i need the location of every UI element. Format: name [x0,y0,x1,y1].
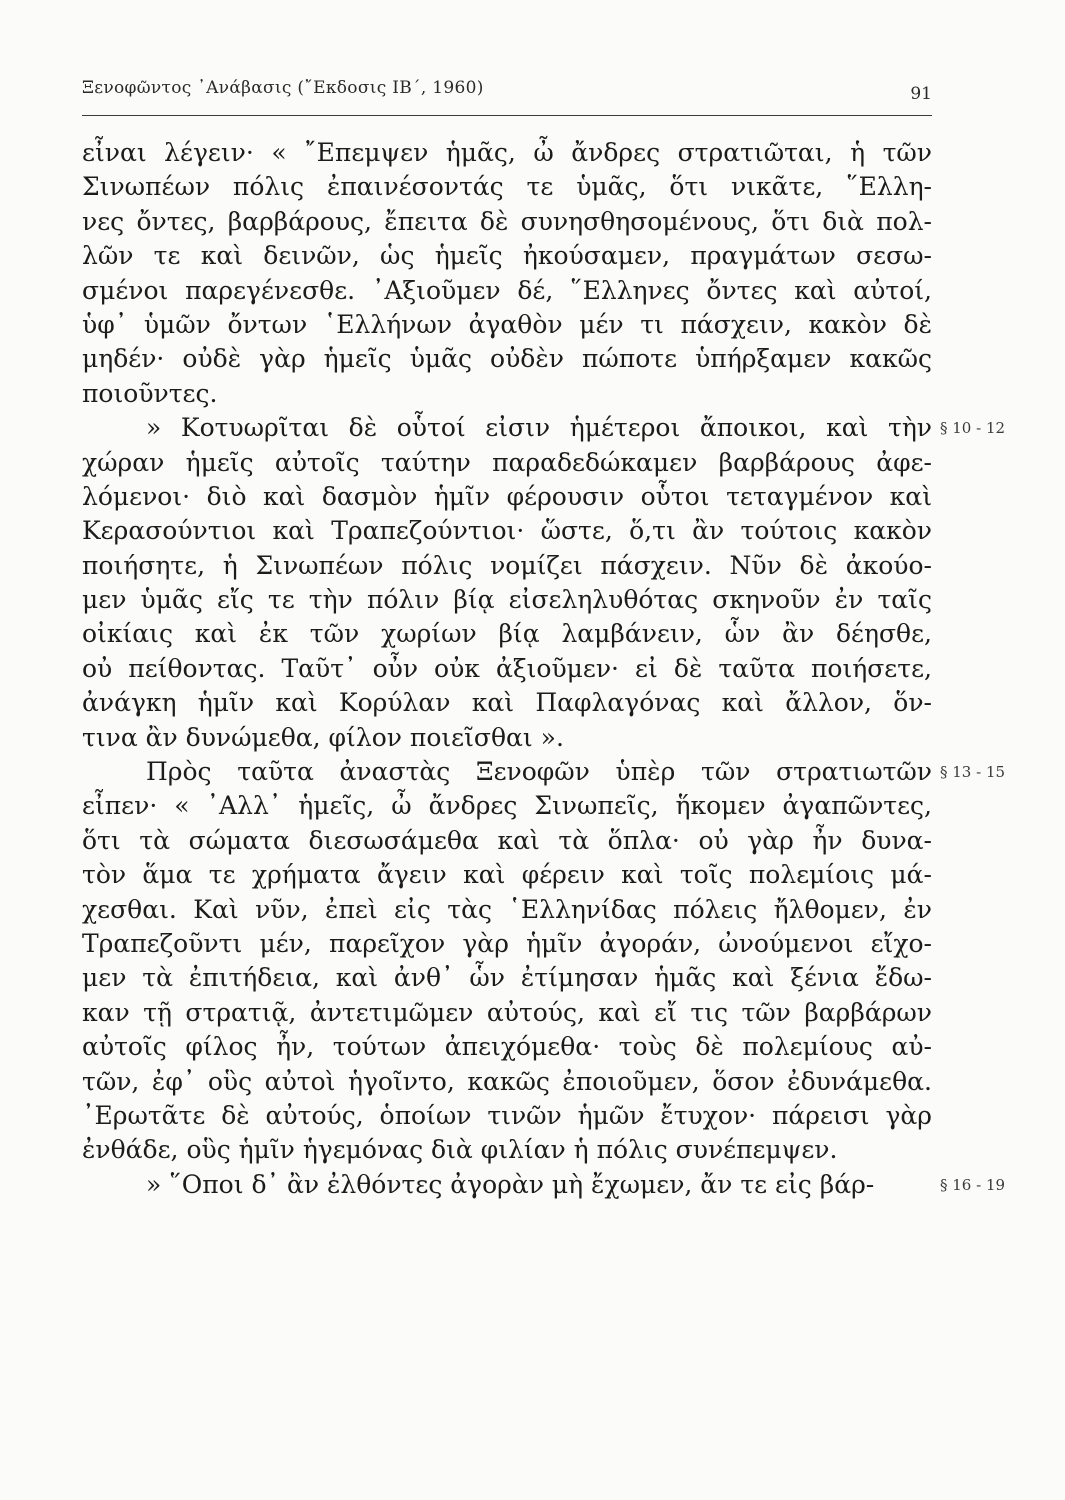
line-text: τινα ἂν δυνώμεθα, φίλον ποιεῖσθαι ». [82,722,564,752]
line-text: ἀνάγκη ἡμῖν καὶ Κορύλαν καὶ Παφλαγόνας καὶ ἄλλον, ὅν- [82,688,932,718]
line-text: μηδέν· οὐδὲ γὰρ ἡμεῖς ὑμᾶς οὐδὲν πώποτε ὑπήρξαμεν κακῶς [82,344,932,374]
line-text: » Κοτυωρῖται δὲ οὗτοί εἰσιν ἡμέτεροι ἄποικοι, καὶ τὴν [146,413,932,443]
text-line [82,789,932,823]
margin-section-ref: § 10 - 12 [940,419,1006,438]
text-line [82,583,932,617]
line-text: αὐτοῖς φίλος ἦν, τούτων ἀπειχόμεθα· τοὺς δὲ πολεμίους αὐ- [82,1032,932,1062]
line-text: ὅτι τὰ σώματα διεσωσάμεθα καὶ τὰ ὅπλα· οὐ γὰρ ἦν δυνα- [82,825,932,855]
text-line [82,377,932,411]
line-text: χεσθαι. Καὶ νῦν, ἐπεὶ εἰς τὰς ῾Ελληνίδας πόλεις ἤλθομεν, ἐν [82,894,932,924]
line-text: οἰκίαις καὶ ἐκ τῶν χωρίων βίᾳ λαμβάνειν, ὧν ἂν δέησθε, [82,619,932,649]
page-header [82,78,932,112]
text-line [82,617,932,651]
line-text: λόμενοι· διὸ καὶ δασμὸν ἡμῖν φέρουσιν οὗτοι τεταγμένον καὶ [82,481,932,511]
text-line [82,721,932,755]
text-line [82,274,932,308]
text-line [82,1168,1006,1202]
text-line [82,411,1006,445]
line-text: εἶναι λέγειν· « ῎Επεμψεν ἡμᾶς, ὦ ἄνδρες στρατιῶται, ἡ τῶν [82,138,932,167]
line-text: ποιήσητε, ἡ Σινωπέων πόλις νομίζει πάσχειν. Νῦν δὲ ἀκούο- [82,550,932,580]
line-text: εἶπεν· « ᾿Αλλ᾿ ἡμεῖς, ὦ ἄνδρες Σινωπεῖς, ἥκομεν ἀγαπῶντες, [82,791,932,821]
line-text: Τραπεζοῦντι μέν, παρεῖχον γὰρ ἡμῖν ἀγοράν, ὠνούμενοι εἴχο- [82,928,932,958]
text-line [82,927,932,961]
text-line [82,652,932,686]
body-text [82,136,1006,1202]
text-line [82,446,932,480]
text-line [82,480,932,514]
text-line [82,342,932,376]
line-text: Πρὸς ταῦτα ἀναστὰς Ξενοφῶν ὑπὲρ τῶν στρατιωτῶν [146,757,932,787]
text-line [82,893,932,927]
line-text: σμένοι παρεγένεσθε. ᾿Αξιοῦμεν δέ, ῞Ελληνες ὄντες καὶ αὐτοί, [82,275,932,305]
text-line [82,549,932,583]
text-line [82,858,932,892]
header-rule [82,115,932,116]
line-text: νες ὄντες, βαρβάρους, ἔπειτα δὲ συνησθησομένους, ὅτι διὰ πολ- [82,206,932,236]
line-text: Σινωπέων πόλις ἐπαινέσοντάς τε ὑμᾶς, ὅτι νικᾶτε, ῞Ελλη- [82,172,932,202]
line-text: μεν τὰ ἐπιτήδεια, καὶ ἀνθ᾿ ὧν ἐτίμησαν ἡμᾶς καὶ ξένια ἔδω- [82,963,932,993]
line-text: Κερασούντιοι καὶ Τραπεζούντιοι· ὥστε, ὅ,τι ἂν τούτοις κακὸν [82,516,932,546]
margin-section-ref: § 16 - 19 [940,1175,1006,1194]
line-text: χώραν ἡμεῖς αὐτοῖς ταύτην παραδεδώκαμεν βαρβάρους ἀφε- [82,447,932,477]
running-head: Ξενοφῶντος ᾿Ανάβασις (῎Εκδοσις ΙΒ΄, 1960) [82,78,484,98]
line-text: οὐ πείθοντας. Ταῦτ᾿ οὖν οὐκ ἀξιοῦμεν· εἰ δὲ ταῦτα ποιήσετε, [82,653,932,683]
line-text: ποιοῦντες. [82,378,218,408]
text-line [82,961,932,995]
line-text: λῶν τε καὶ δεινῶν, ὡς ἡμεῖς ἠκούσαμεν, πραγμάτων σεσω- [82,241,932,271]
margin-section-ref: § 13 - 15 [940,763,1006,782]
page-number: 91 [910,84,932,104]
line-text: τῶν, ἐφ᾿ οὓς αὐτοὶ ἡγοῖντο, κακῶς ἐποιοῦμεν, ὅσον ἐδυνάμεθα. [82,1066,932,1096]
text-line [82,514,932,548]
text-line [82,755,1006,789]
text-line [82,308,932,342]
line-text: ᾿Ερωτᾶτε δὲ αὐτούς, ὁποίων τινῶν ἡμῶν ἔτυχον· πάρεισι γὰρ [82,1100,932,1130]
line-text: » ῞Οποι δ᾿ ἂν ἐλθόντες ἀγορὰν μὴ ἔχωμεν, ἄν τε εἰς βάρ- [146,1169,875,1199]
text-line [82,205,932,239]
line-text: μεν ὑμᾶς εἴς τε τὴν πόλιν βίᾳ εἰσεληλυθότας σκηνοῦν ἐν ταῖς [82,585,932,615]
line-text: ὑφ᾿ ὑμῶν ὄντων ῾Ελλήνων ἀγαθὸν μέν τι πάσχειν, κακὸν δὲ [82,309,932,339]
line-text: ἐνθάδε, οὓς ἡμῖν ἡγεμόνας διὰ φιλίαν ἡ πόλις συνέπεμψεν. [82,1135,838,1165]
text-line [82,170,932,204]
text-line [82,1133,932,1167]
text-line [82,239,932,273]
text-line [82,1065,932,1099]
line-text: καν τῇ στρατιᾷ, ἀντετιμῶμεν αὐτούς, καὶ εἴ τις τῶν βαρβάρων [82,997,932,1027]
text-line [82,996,932,1030]
text-line [82,1030,932,1064]
text-line [82,824,932,858]
text-line [82,1099,932,1133]
line-text: τὸν ἅμα τε χρήματα ἄγειν καὶ φέρειν καὶ τοῖς πολεμίοις μά- [82,860,932,890]
text-line [82,686,932,720]
text-line [82,136,932,170]
